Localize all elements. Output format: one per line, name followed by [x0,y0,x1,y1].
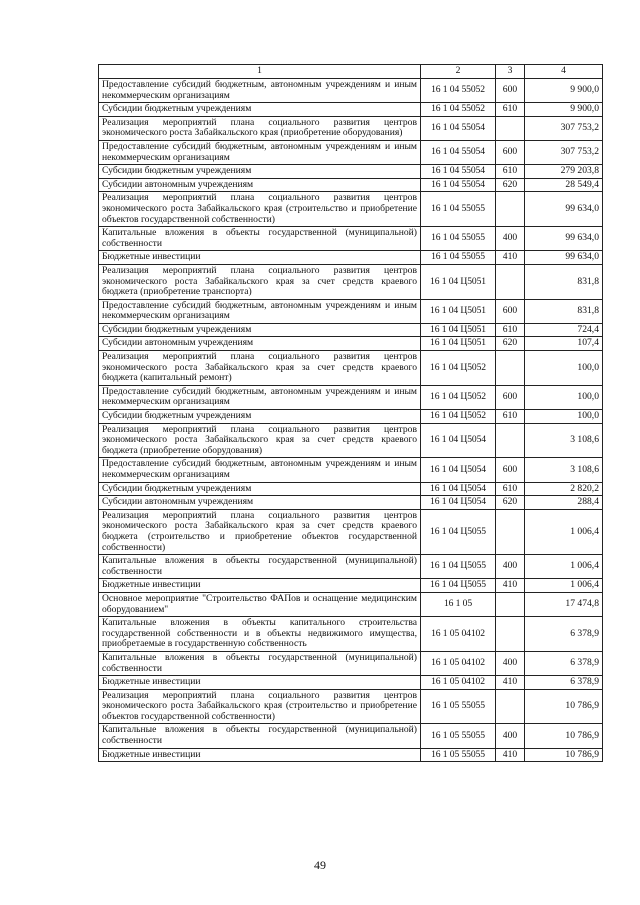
table-row [99,651,603,675]
row-name-cell: Субсидии автономным учреждениям [99,178,421,192]
row-code-cell: 16 1 04 55055 [421,192,496,227]
row-sum-cell: 831,8 [525,264,603,299]
row-name-cell: Предоставление субсидий бюджетным, автономным учреждениям и иным некоммерческим организациям [99,79,421,103]
row-code-cell: 16 1 05 04102 [421,617,496,652]
row-sum-cell: 279 203,8 [525,165,603,179]
row-code-cell: 16 1 04 Ц5051 [421,337,496,351]
row-sum-cell: 3 108,6 [525,458,603,482]
row-sum-cell: 100,0 [525,385,603,409]
row-name-cell: Капитальные вложения в объекты капитального строительства государственной собственности и в объекты недвижимого имущества, приобретаемые в государственную собственность [99,617,421,652]
row-sum-cell: 99 634,0 [525,227,603,251]
row-kind-cell: 610 [496,165,525,179]
row-sum-cell: 288,4 [525,496,603,510]
row-kind-cell: 410 [496,251,525,265]
table-row [99,410,603,424]
table-row [99,140,603,164]
table-row [99,264,603,299]
table-row [99,458,603,482]
row-kind-cell [496,689,525,724]
row-kind-cell [496,617,525,652]
row-kind-cell: 610 [496,410,525,424]
row-sum-cell: 99 634,0 [525,251,603,265]
row-code-cell: 16 1 04 Ц5051 [421,299,496,323]
row-sum-cell: 307 753,2 [525,140,603,164]
row-name-cell: Предоставление субсидий бюджетным, автономным учреждениям и иным некоммерческим организациям [99,140,421,164]
row-code-cell: 16 1 05 55055 [421,748,496,762]
header-cell-name: 1 [99,65,421,79]
row-kind-cell: 600 [496,385,525,409]
row-kind-cell: 400 [496,555,525,579]
table-row [99,482,603,496]
row-kind-cell: 400 [496,651,525,675]
row-sum-cell: 17 474,8 [525,592,603,616]
row-kind-cell: 410 [496,748,525,762]
row-kind-cell: 610 [496,103,525,117]
row-name-cell: Реализация мероприятий плана социального развития центров экономического роста Забайкальского края за счет средств краевого бюджета (приобретение транспорта) [99,264,421,299]
row-code-cell: 16 1 04 55052 [421,79,496,103]
table-row [99,509,603,554]
row-sum-cell: 9 900,0 [525,79,603,103]
page-number: 49 [314,858,326,872]
row-sum-cell: 100,0 [525,351,603,386]
header-cell-code: 2 [421,65,496,79]
row-kind-cell: 600 [496,299,525,323]
row-name-cell: Капитальные вложения в объекты государственной (муниципальной) собственности [99,555,421,579]
row-code-cell: 16 1 04 Ц5051 [421,264,496,299]
row-code-cell: 16 1 04 55052 [421,103,496,117]
row-code-cell: 16 1 04 Ц5052 [421,385,496,409]
row-kind-cell: 610 [496,323,525,337]
row-sum-cell: 10 786,9 [525,689,603,724]
row-kind-cell: 620 [496,337,525,351]
row-code-cell: 16 1 04 Ц5054 [421,458,496,482]
table-row [99,496,603,510]
row-kind-cell [496,509,525,554]
row-sum-cell: 1 006,4 [525,555,603,579]
table-row [99,689,603,724]
row-name-cell: Субсидии автономным учреждениям [99,496,421,510]
table-row [99,351,603,386]
table-row [99,592,603,616]
budget-table [98,64,603,762]
row-kind-cell [496,351,525,386]
header-cell-kind: 3 [496,65,525,79]
row-kind-cell [496,264,525,299]
row-kind-cell: 600 [496,458,525,482]
row-code-cell: 16 1 04 55054 [421,116,496,140]
row-sum-cell: 99 634,0 [525,192,603,227]
table-row [99,724,603,748]
row-kind-cell: 620 [496,178,525,192]
row-name-cell: Капитальные вложения в объекты государственной (муниципальной) собственности [99,724,421,748]
row-code-cell: 16 1 04 Ц5052 [421,410,496,424]
table-row [99,116,603,140]
row-code-cell: 16 1 05 04102 [421,651,496,675]
row-code-cell: 16 1 05 04102 [421,676,496,690]
row-name-cell: Капитальные вложения в объекты государственной (муниципальной) собственности [99,227,421,251]
row-code-cell: 16 1 04 55054 [421,140,496,164]
row-name-cell: Предоставление субсидий бюджетным, автономным учреждениям и иным некоммерческим организациям [99,458,421,482]
row-code-cell: 16 1 04 Ц5055 [421,555,496,579]
row-sum-cell: 2 820,2 [525,482,603,496]
row-code-cell: 16 1 04 Ц5052 [421,351,496,386]
row-sum-cell: 10 786,9 [525,724,603,748]
row-kind-cell: 610 [496,482,525,496]
row-sum-cell: 3 108,6 [525,423,603,458]
row-sum-cell: 6 378,9 [525,617,603,652]
table-row [99,299,603,323]
row-code-cell: 16 1 04 Ц5055 [421,579,496,593]
row-name-cell: Предоставление субсидий бюджетным, автономным учреждениям и иным некоммерческим организациям [99,299,421,323]
row-kind-cell: 410 [496,676,525,690]
row-sum-cell: 107,4 [525,337,603,351]
row-name-cell: Реализация мероприятий плана социального развития центров экономического роста Забайкальского края (строительство и приобретение объектов государственной собственности) [99,689,421,724]
table-row [99,337,603,351]
table-row [99,103,603,117]
header-cell-sum: 4 [525,65,603,79]
row-sum-cell: 1 006,4 [525,509,603,554]
table-row [99,617,603,652]
row-code-cell: 16 1 05 55055 [421,689,496,724]
table-row [99,579,603,593]
row-name-cell: Основное мероприятие "Строительство ФАПов и оснащение медицинским оборудованием" [99,592,421,616]
row-kind-cell: 410 [496,579,525,593]
row-kind-cell: 400 [496,227,525,251]
row-kind-cell [496,592,525,616]
row-code-cell: 16 1 04 Ц5054 [421,482,496,496]
table-row [99,555,603,579]
table-row [99,165,603,179]
row-sum-cell: 10 786,9 [525,748,603,762]
table-row [99,385,603,409]
row-name-cell: Реализация мероприятий плана социального развития центров экономического роста Забайкальского края за счет средств краевого бюджета (капитальный ремонт) [99,351,421,386]
row-name-cell: Реализация мероприятий плана социального развития центров экономического роста Забайкальского края за счет средств краевого бюджета (строительство и приобретение объектов государственной собственности) [99,509,421,554]
row-name-cell: Субсидии бюджетным учреждениям [99,165,421,179]
row-name-cell: Капитальные вложения в объекты государственной (муниципальной) собственности [99,651,421,675]
row-code-cell: 16 1 04 Ц5051 [421,323,496,337]
row-code-cell: 16 1 05 [421,592,496,616]
table-row [99,227,603,251]
row-name-cell: Субсидии бюджетным учреждениям [99,323,421,337]
row-kind-cell: 600 [496,140,525,164]
row-name-cell: Реализация мероприятий плана социального развития центров экономического роста Забайкальского края (строительство и приобретение объектов государственной собственности) [99,192,421,227]
row-name-cell: Субсидии бюджетным учреждениям [99,482,421,496]
row-name-cell: Субсидии автономным учреждениям [99,337,421,351]
row-name-cell: Бюджетные инвестиции [99,251,421,265]
row-sum-cell: 831,8 [525,299,603,323]
row-code-cell: 16 1 04 55055 [421,251,496,265]
row-sum-cell: 6 378,9 [525,651,603,675]
row-kind-cell [496,116,525,140]
row-code-cell: 16 1 04 Ц5055 [421,509,496,554]
row-code-cell: 16 1 04 Ц5054 [421,496,496,510]
row-code-cell: 16 1 04 55054 [421,165,496,179]
row-name-cell: Реализация мероприятий плана социального развития центров экономического роста Забайкальского края (приобретение оборудования) [99,116,421,140]
row-sum-cell: 307 753,2 [525,116,603,140]
row-kind-cell [496,192,525,227]
row-sum-cell: 6 378,9 [525,676,603,690]
table-row [99,323,603,337]
row-code-cell: 16 1 04 55055 [421,227,496,251]
row-kind-cell: 620 [496,496,525,510]
table-row [99,423,603,458]
table-row [99,178,603,192]
row-kind-cell [496,423,525,458]
row-name-cell: Бюджетные инвестиции [99,579,421,593]
row-name-cell: Реализация мероприятий плана социального развития центров экономического роста Забайкальского края за счет средств краевого бюджета (приобретение оборудования) [99,423,421,458]
row-kind-cell: 600 [496,79,525,103]
row-name-cell: Предоставление субсидий бюджетным, автономным учреждениям и иным некоммерческим организациям [99,385,421,409]
table-row [99,79,603,103]
row-sum-cell: 100,0 [525,410,603,424]
row-code-cell: 16 1 04 Ц5054 [421,423,496,458]
row-name-cell: Субсидии бюджетным учреждениям [99,410,421,424]
table-body [99,65,603,762]
row-sum-cell: 28 549,4 [525,178,603,192]
row-name-cell: Бюджетные инвестиции [99,676,421,690]
row-sum-cell: 724,4 [525,323,603,337]
row-name-cell: Субсидии бюджетным учреждениям [99,103,421,117]
row-code-cell: 16 1 04 55054 [421,178,496,192]
table-row [99,676,603,690]
table-row [99,192,603,227]
row-sum-cell: 1 006,4 [525,579,603,593]
table-row [99,251,603,265]
table-header-row [99,65,603,79]
row-name-cell: Бюджетные инвестиции [99,748,421,762]
row-code-cell: 16 1 05 55055 [421,724,496,748]
row-sum-cell: 9 900,0 [525,103,603,117]
table-row [99,748,603,762]
row-kind-cell: 400 [496,724,525,748]
